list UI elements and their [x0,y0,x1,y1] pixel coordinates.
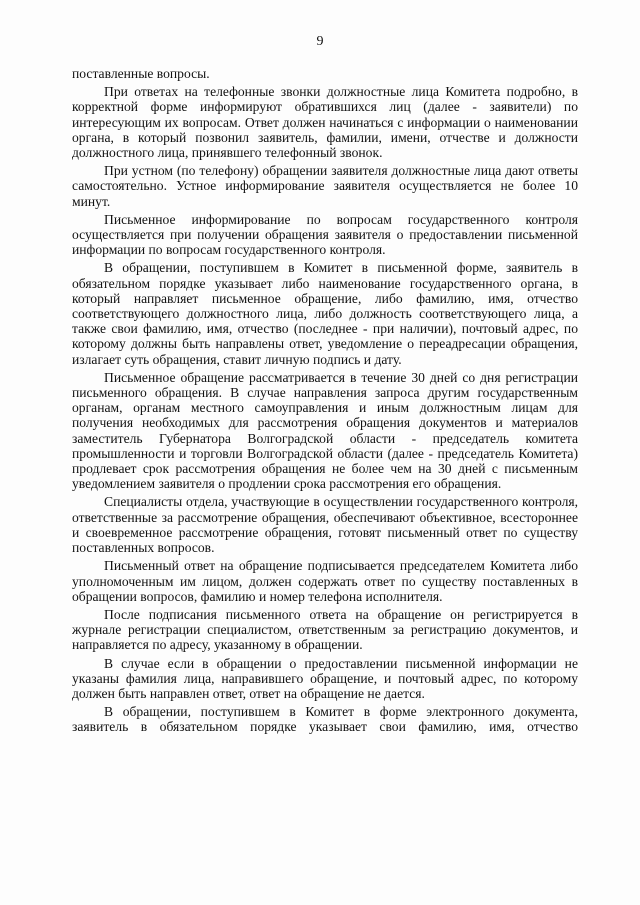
paragraph-review-period: Письменное обращение рассматривается в течение 30 дней со дня регистрации письменного обращения. В случае направления запроса другим государственным органам, органам местного самоуправления и иным должностным лицам для получения необходимых для рассмотрения обращения документов и материалов заместитель Губернатора Волгоградской области - председатель комитета промышленности и торговли Волгоградской области (далее - председатель Комитета) продлевает срок рассмотрения обращения не более чем на 30 дней с письменным уведомлением заявителя о продлении срока рассмотрения его обращения. [72,369,578,492]
paragraph-continuation: поставленные вопросы. [72,66,210,81]
paragraph-answer-registration: После подписания письменного ответа на обращение он регистрируется в журнале регистрации специалистом, ответственным за регистрацию документов, и направляется по адресу, указанному в обращении. [72,606,578,653]
paragraph-phone-answers: При ответах на телефонные звонки должностные лица Комитета подробно, в корректной форме информируют обратившихся лиц (далее - заявители) по интересующим их вопросам. Ответ должен начинаться с информации о наименовании органа, в который позвонил заявитель, фамилии, имени, отчестве и должности должностного лица, принявшего телефонный звонок. [72,84,578,161]
paragraph-specialists: Специалисты отдела, участвующие в осуществлении государственного контроля, ответственные за рассмотрение обращения, обеспечивают объективное, всестороннее и своевременное рассмотрение обращения, готовят письменный ответ по существу поставленных вопросов. [72,494,578,556]
paragraph-answer-signing: Письменный ответ на обращение подписывается председателем Комитета либо уполномоченным им лицом, должен содержать ответ по существу поставленных в обращении вопросов, фамилию и номер телефона исполнителя. [72,558,578,604]
paragraph-no-answer: В случае если в обращении о предоставлении письменной информации не указаны фамилия лица, направившего обращение, и почтовый адрес, по которому должен быть направлен ответ, ответ на обращение не дается. [72,655,578,701]
paragraph-written-request-contents: В обращении, поступившем в Комитет в письменной форме, заявитель в обязательном порядке указывает либо наименование государственного органа, в который направляет письменное обращение, либо фамилию, имя, отчество соответствующего должностного лица, либо должность соответствующего лица, а также свои фамилию, имя, отчество (последнее - при наличии), почтовый адрес, по которому должны быть направлены ответ, уведомление о переадресации обращения, излагает суть обращения, ставит личную подпись и дату. [72,260,578,367]
document-body [72,66,578,738]
paragraph-electronic-request: В обращении, поступившем в Комитет в форме электронного документа, заявитель в обязательном порядке указывает свои фамилию, имя, отчество [72,704,578,735]
paragraph-written-informing: Письменное информирование по вопросам государственного контроля осуществляется при получении обращения заявителя о предоставлении письменной информации по вопросам государственного контроля. [72,211,578,258]
page-number: 9 [316,34,324,49]
paragraph-oral-inquiry: При устном (по телефону) обращении заявителя должностные лица дают ответы самостоятельно. Устное информирование заявителя осуществляется не более 10 минут. [72,163,578,209]
